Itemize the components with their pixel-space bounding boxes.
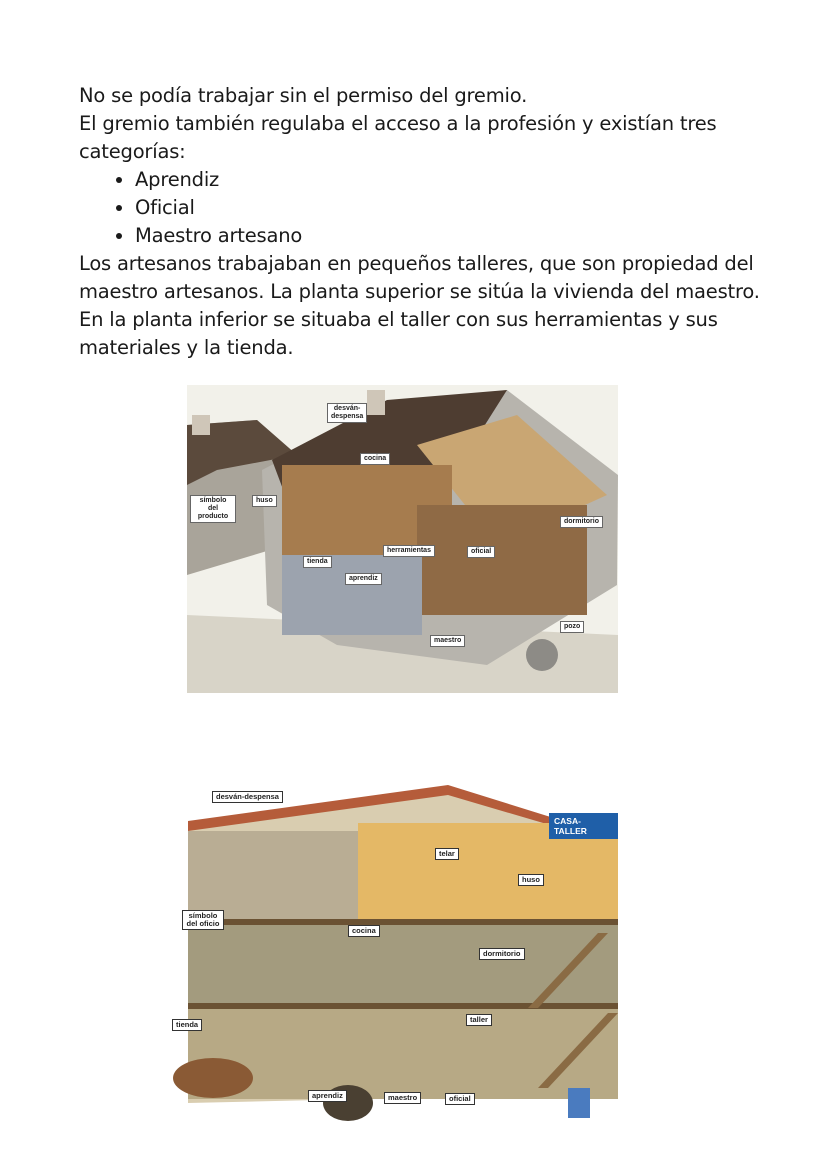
- label-tienda: tienda: [303, 556, 332, 568]
- label-dormitorio: dormitorio: [479, 948, 525, 960]
- list-item: • Aprendiz: [135, 166, 779, 194]
- paragraph-talleres: Los artesanos trabajaban en pequeños talleres, que son propiedad del maestro artesanos. La planta superior se sitúa la vivienda del maestro. En la planta inferior se situaba el taller con sus herramientas y sus materiales y la tienda.: [79, 252, 760, 359]
- label-herramientas: herramientas: [383, 545, 435, 557]
- label-aprendiz: aprendiz: [345, 573, 382, 585]
- paragraph-permiso: No se podía trabajar sin el permiso del gremio.: [79, 84, 528, 107]
- body-text: [79, 82, 779, 362]
- label-maestro: maestro: [384, 1092, 421, 1104]
- label-pozo: pozo: [560, 621, 584, 633]
- label-simbolo-oficio: símbolo del oficio: [182, 910, 224, 930]
- title-casa-taller: CASA-TALLER: [549, 813, 618, 839]
- label-desvan-despensa: desván- despensa: [327, 403, 367, 423]
- label-huso: huso: [252, 495, 277, 507]
- label-simbolo-producto: símbolo del producto: [190, 495, 236, 523]
- label-oficial: oficial: [467, 546, 495, 558]
- workshop-illustration-1: [187, 385, 618, 693]
- label-taller: taller: [466, 1014, 492, 1026]
- workshop-illustration-2: [168, 783, 618, 1137]
- categories-list: [79, 166, 779, 250]
- label-desvan-despensa: desván-despensa: [212, 791, 283, 803]
- house-cutaway-drawing: [187, 385, 618, 693]
- label-cocina: cocina: [348, 925, 380, 937]
- label-aprendiz: aprendiz: [308, 1090, 347, 1102]
- list-item: • Maestro artesano: [135, 222, 779, 250]
- paragraph-gremio: El gremio también regulaba el acceso a la profesión y existían tres categorías:: [79, 112, 717, 163]
- list-item: • Oficial: [135, 194, 779, 222]
- label-oficial: oficial: [445, 1093, 475, 1105]
- label-tienda: tienda: [172, 1019, 202, 1031]
- label-dormitorio: dormitorio: [560, 516, 603, 528]
- label-huso: huso: [518, 874, 544, 886]
- label-cocina: cocina: [360, 453, 390, 465]
- label-telar: telar: [435, 848, 459, 860]
- label-maestro: maestro: [430, 635, 465, 647]
